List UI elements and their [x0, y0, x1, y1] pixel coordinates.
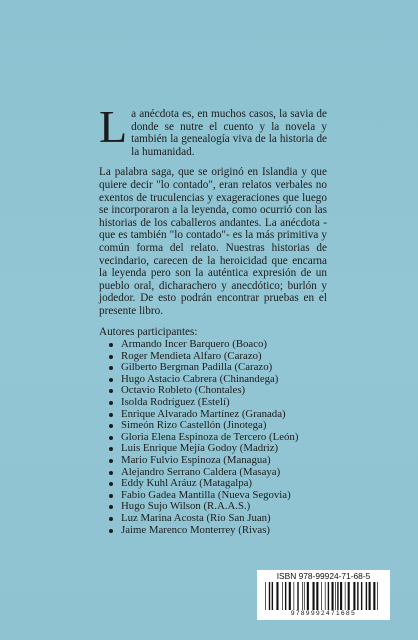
barcode-bar: [285, 582, 286, 610]
intro-paragraph: [99, 101, 327, 158]
author-name: Luz Marina Acosta (Río San Juan): [121, 512, 271, 524]
author-name: Isolda Rodríguez (Estelí): [121, 396, 230, 409]
author-name: Fabio Gadea Mantilla (Nueva Segovia): [121, 488, 291, 501]
barcode-bar: [276, 582, 278, 610]
bullet-icon: [109, 517, 113, 521]
author-name: Alejandro Serrano Caldera (Masaya): [121, 465, 281, 478]
barcode-bar: [289, 582, 291, 610]
barcode-bar: [348, 582, 350, 610]
barcode-bar: [282, 582, 283, 610]
barcode-bar: [340, 582, 342, 610]
barcode-bar: [361, 582, 362, 610]
barcode-bar: [373, 582, 375, 610]
author-name: Gilberto Bergman Padilla (Carazo): [121, 361, 273, 374]
barcode-bar: [345, 582, 346, 610]
barcode-bar: [269, 582, 270, 610]
author-name: Octavio Robleto (Chontales): [121, 384, 246, 397]
author-name: Eddy Kuhl Aráuz (Matagalpa): [121, 477, 253, 490]
back-cover-text: [99, 101, 327, 536]
bullet-icon: [109, 424, 113, 428]
barcode-bar: [297, 582, 298, 610]
intro-paragraph-text: a anécdota es, en muchos casos, la savia de donde se nutre el cuento y la novela y también la genealogía viva de la historia de la humanidad.: [131, 108, 327, 158]
barcode-bar: [377, 582, 378, 610]
author-name: Simeón Rizo Castellón (Jinotega): [121, 419, 267, 432]
author-name: Hugo Astacio Cabrera (Chinandega): [121, 372, 279, 385]
barcode-bar: [294, 582, 295, 610]
bullet-icon: [109, 505, 113, 509]
author-name: Luis Enrique Mejía Godoy (Madriz): [121, 442, 279, 455]
isbn-label: ISBN 978-99924-71-68-5: [276, 571, 371, 581]
barcode-bar: [335, 582, 336, 610]
bullet-icon: [109, 482, 113, 486]
barcode-bar: [332, 582, 334, 610]
barcode-bar: [337, 582, 338, 610]
barcode-bar: [302, 582, 303, 610]
bullet-icon: [109, 389, 113, 393]
author-name: Hugo Sujo Wilson (R.A.A.S.): [121, 500, 251, 513]
barcode-bar: [304, 582, 305, 610]
author-name: Enrique Alvarado Martínez (Granada): [121, 407, 286, 420]
dropcap-letter: L: [99, 101, 128, 152]
bullet-icon: [109, 401, 113, 405]
authors-list: [99, 339, 327, 536]
author-name: Jaime Marenco Monterrey (Rivas): [121, 523, 271, 536]
bullet-icon: [109, 355, 113, 359]
barcode-digits: 9789992471685: [290, 610, 357, 617]
barcode-bar: [357, 582, 358, 610]
author-name: Gloria Elena Espinoza de Tercero (León): [121, 430, 299, 443]
barcode-bar: [313, 582, 315, 610]
bullet-icon: [109, 378, 113, 382]
saga-paragraph: La palabra saga, que se originó en Islandia y que quiere decir "lo contado", eran relatos verbales no exentos de truculencias y exageraciones que luego se incorporaron a la leyenda, como ocurrió con las historias de los caballeros andantes. La anécdota -que es también "lo contado"- es la más primitiva y común forma del relato. Nuestras historias de vecindario, carecen de la heroicidad que encarna la leyenda pero son la auténtica expresión de un pueblo oral, dicharachero y anecdótico; burlón y jodedor. De esto podrán encontrar pruebas en el presente libro.: [99, 166, 327, 317]
authors-heading: Autores participantes:: [99, 325, 198, 338]
bullet-icon: [109, 529, 113, 533]
bullet-icon: [109, 366, 113, 370]
bullet-icon: [109, 436, 113, 440]
barcode-bar: [369, 582, 371, 610]
barcode-block: [257, 570, 390, 620]
barcode-bar: [328, 582, 329, 610]
bullet-icon: [109, 459, 113, 463]
author-name: Mario Fulvio Espinoza (Managua): [121, 454, 271, 467]
barcode-bars: [265, 582, 382, 610]
bullet-icon: [109, 447, 113, 451]
barcode-bar: [272, 582, 273, 610]
author-name: Roger Mendieta Alfaro (Carazo): [121, 349, 262, 362]
bullet-icon: [109, 413, 113, 417]
barcode-bar: [325, 582, 326, 610]
bullet-icon: [109, 494, 113, 498]
barcode-bar: [307, 582, 309, 610]
barcode-bar: [366, 582, 367, 610]
author-item: [99, 525, 327, 537]
barcode-bar: [353, 582, 355, 610]
author-name: Armando Incer Barquero (Boaco): [121, 338, 267, 351]
barcode-bar: [265, 582, 266, 610]
bullet-icon: [109, 471, 113, 475]
bullet-icon: [109, 343, 113, 347]
barcode-bar: [321, 582, 322, 610]
barcode-bar: [316, 582, 318, 610]
